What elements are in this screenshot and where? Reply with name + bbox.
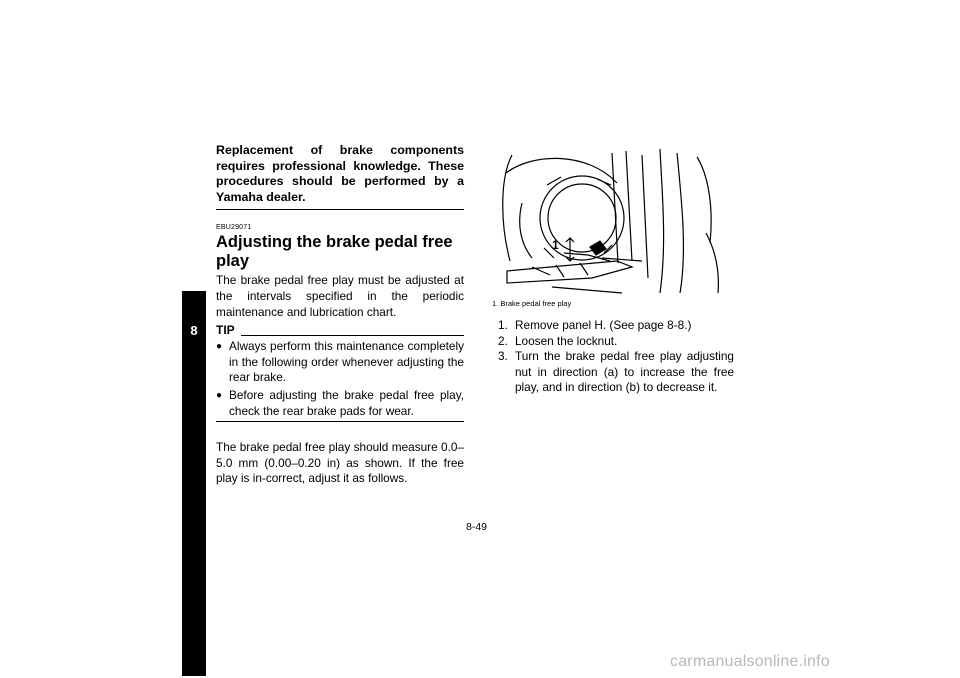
tip-rule xyxy=(241,335,464,336)
tip-header xyxy=(216,324,464,337)
intro-paragraph: The brake pedal free play must be adjusted at the intervals specified in the periodic maintenance and lubrication chart. xyxy=(216,273,464,319)
tip-end-rule xyxy=(216,421,464,422)
chapter-tab xyxy=(182,291,206,676)
brake-pedal-illustration xyxy=(492,143,732,297)
callout-number: 1 xyxy=(552,238,559,252)
bullet-icon: ● xyxy=(216,389,223,401)
section-code: EBU29071 xyxy=(216,224,252,232)
page-number: 8-49 xyxy=(466,521,488,533)
left-column xyxy=(216,143,464,487)
bullet-icon: ● xyxy=(216,341,223,353)
chapter-number: 8 xyxy=(190,323,198,338)
watermark-link[interactable]: carmanualsonline.info xyxy=(670,653,830,670)
tip-label: TIP xyxy=(216,323,235,338)
steps-list xyxy=(498,318,734,396)
figure-caption: 1. Brake pedal free play xyxy=(492,299,572,308)
step-item: 1. Remove panel H. (See page 8-8.) xyxy=(498,318,692,332)
step-item: 2. Loosen the locknut. xyxy=(498,333,618,348)
tip-item: ● Always perform this maintenance completely in the following order whenever adjusting the rear brake. xyxy=(216,339,464,385)
warning-text: Replacement of brake components requires professional knowledge. These procedures should be performed by a Yamaha dealer. xyxy=(216,143,464,210)
section-heading: Adjusting the brake pedal free play xyxy=(216,233,453,271)
tip-list xyxy=(216,339,464,419)
step-item: 3. Turn the brake pedal free play adjusting nut in direction (a) to increase the free play, and in direction (b) to decrease it. xyxy=(498,349,734,395)
measure-paragraph: The brake pedal free play should measure 0.0–5.0 mm (0.00–0.20 in) as shown. If the free play is in-correct, adjust it as follows. xyxy=(216,440,464,486)
tip-item: ● Before adjusting the brake pedal free play, check the rear brake pads for wear. xyxy=(216,387,464,418)
